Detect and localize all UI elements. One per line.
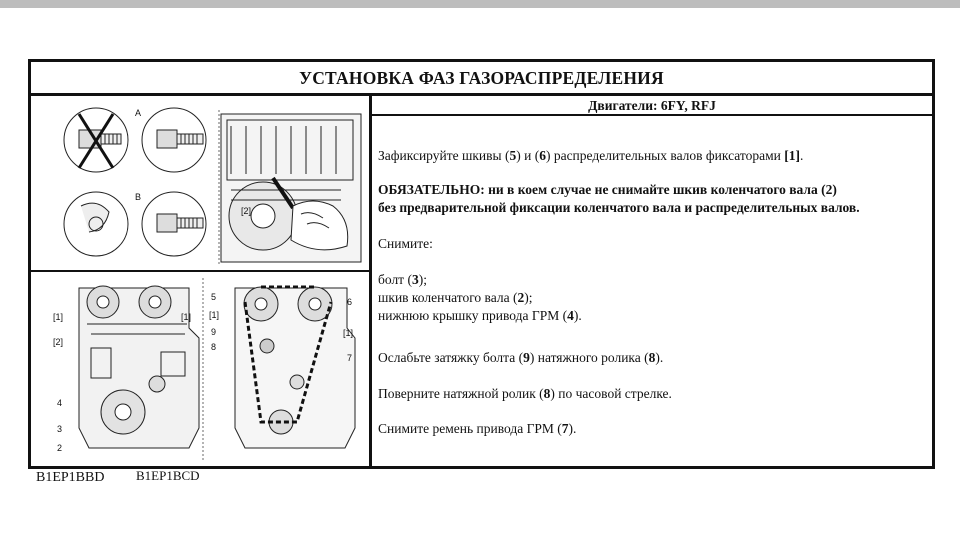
fix-pulleys-step: Зафиксируйте шкивы (5) и (6) распределительных валов фиксаторами [1]. (378, 148, 804, 163)
remove-belt-step: Снимите ремень привода ГРМ (7). (378, 421, 577, 436)
engine-views-illustration (31, 272, 369, 466)
label-6: 6 (347, 297, 353, 307)
figure-engine-views (31, 272, 369, 466)
figure-code-1: B1EP1BBD (36, 470, 105, 485)
label-tool-2-left: [2] (53, 337, 64, 347)
label-2: 2 (57, 443, 63, 453)
loosen-bolt-step: Ослабьте затяжку болта (9) натяжного ролика (8). (378, 350, 664, 365)
top-gray-bar (0, 0, 960, 8)
view-label-a: A (135, 108, 142, 118)
turn-tensioner-step: Поверните натяжной ролик (8) по часовой стрелке. (378, 386, 672, 401)
figure-code-2: B1EP1BCD (136, 468, 200, 483)
engines-header: Двигатели: 6FY, RFJ (372, 96, 932, 116)
figure-camshaft-locking (31, 96, 369, 272)
label-4: 4 (57, 398, 63, 408)
view-label-b: B (135, 192, 142, 202)
remove-list: болт (3); шкив коленчатого вала (2); нижнюю крышку привода ГРМ (4). (378, 272, 582, 323)
figures-column (31, 96, 372, 466)
label-7: 7 (347, 353, 353, 363)
label-9: 9 (211, 327, 217, 337)
procedure-sheet (28, 59, 935, 469)
label-tool-1-left-a: [1] (53, 312, 64, 322)
remove-heading: Снимите: (378, 236, 433, 251)
label-tool-1-right-a: [1] (209, 310, 220, 320)
tensioner-8 (260, 339, 274, 353)
label-tool-1-right-b: [1] (343, 328, 354, 338)
label-3: 3 (57, 424, 63, 434)
label-5: 5 (211, 292, 217, 302)
label-tool-1-left-b: [1] (181, 312, 192, 322)
mandatory-warning: ОБЯЗАТЕЛЬНО: ни в коем случае не снимайте шкив коленчатого вала (2) без предварительной фиксации коленчатого вала и распределительных валов. (378, 182, 860, 215)
page-title: УСТАНОВКА ФАЗ ГАЗОРАСПРЕДЕЛЕНИЯ (31, 62, 932, 96)
instructions-column (372, 96, 932, 466)
tool-label-2-top: [2] (241, 206, 252, 216)
camshaft-locking-illustration (31, 96, 369, 270)
label-8: 8 (211, 342, 217, 352)
